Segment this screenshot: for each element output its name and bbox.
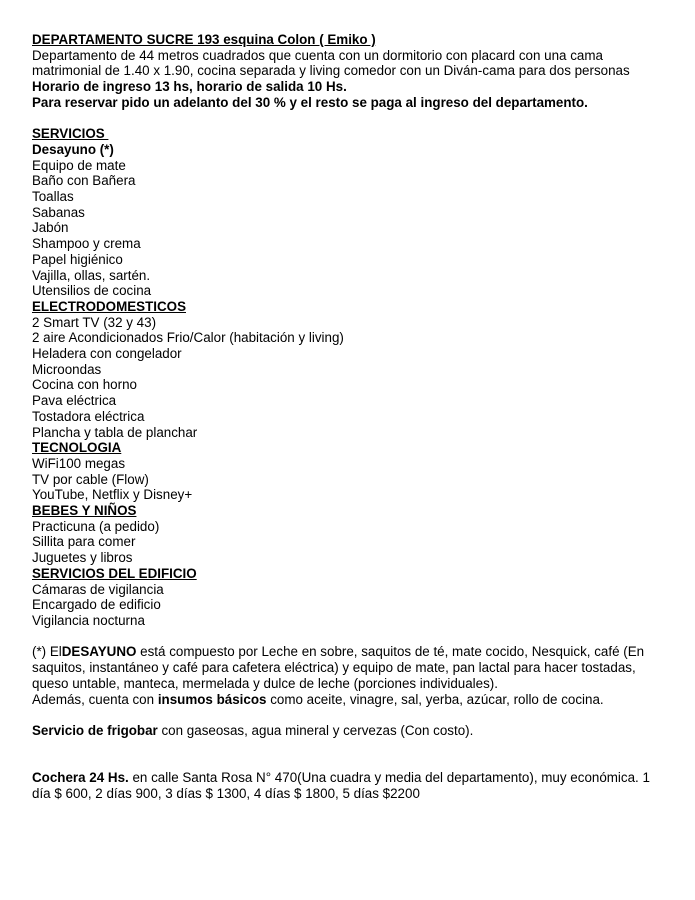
list-item: TV por cable (Flow) [32, 471, 149, 487]
desayuno-note-line-3: queso untable, manteca, mermelada y dulce de leche (porciones individuales). [32, 675, 498, 691]
list-item: 2 aire Acondicionados Frio/Calor (habitación y living) [32, 330, 344, 346]
servicios-list [32, 158, 675, 299]
desayuno-note-line-1 [32, 644, 675, 660]
list-item: Equipo de mate [32, 157, 126, 173]
tecnologia-list [32, 456, 675, 503]
tecnologia-heading: TECNOLOGIA [32, 440, 122, 456]
insumos-prefix: Además, cuenta con [32, 691, 158, 707]
cochera-line-2: día $ 600, 2 días 900, 3 días $ 1300, 4 días $ 1800, 5 días $2200 [32, 785, 420, 801]
list-item: Practicuna (a pedido) [32, 518, 160, 534]
list-item: Sillita para comer [32, 534, 136, 550]
list-item: Microondas [32, 361, 102, 377]
list-item: Pava eléctrica [32, 393, 117, 409]
note-text: está compuesto por Leche en sobre, saquitos de té, mate cocido, Nesquick, café (En [136, 644, 645, 660]
cochera-rest: en calle Santa Rosa N° 470(Una cuadra y media del departamento), muy económica. 1 [128, 769, 650, 785]
list-item: 2 Smart TV (32 y 43) [32, 314, 157, 330]
frigobar-bold: Servicio de frigobar [32, 722, 158, 738]
document-title: DEPARTAMENTO SUCRE 193 esquina Colon ( Emiko ) [32, 32, 376, 47]
insumos-line [32, 692, 675, 708]
list-item: Tostadora eléctrica [32, 408, 145, 424]
description-line-1: Departamento de 44 metros cuadrados que cuenta con un dormitorio con placard con una cama [32, 47, 603, 63]
list-item: Cámaras de vigilancia [32, 581, 164, 597]
list-item: Shampoo y crema [32, 236, 141, 252]
edificio-list [32, 582, 675, 629]
description-line-2: matrimonial de 1.40 x 1.90, cocina separada y living comedor con un Diván-cama para dos personas [32, 63, 630, 79]
bebes-list [32, 519, 675, 566]
list-item: YouTube, Netflix y Disney+ [32, 487, 193, 503]
list-item: Toallas [32, 189, 74, 205]
note-desayuno-bold: DESAYUNO [61, 644, 137, 660]
list-item: WiFi100 megas [32, 455, 126, 471]
list-item: Baño con Bañera [32, 173, 136, 189]
list-item: Plancha y tabla de planchar [32, 424, 198, 440]
list-item: Utensilios de cocina [32, 283, 152, 299]
edificio-heading: SERVICIOS DEL EDIFICIO [32, 565, 197, 581]
schedule-text: Horario de ingreso 13 hs, horario de salida 10 Hs. [32, 79, 347, 95]
insumos-rest: como aceite, vinagre, sal, yerba, azúcar, rollo de cocina. [266, 691, 604, 707]
list-item: Vajilla, ollas, sartén. [32, 267, 151, 283]
list-item: Juguetes y libros [32, 550, 133, 566]
spacer [32, 739, 675, 770]
list-item: Sabanas [32, 204, 85, 220]
reservation-text: Para reservar pido un adelanto del 30 % y el resto se paga al ingreso del departamento. [32, 94, 588, 110]
list-item: Encargado de edificio [32, 597, 161, 613]
electrodomesticos-heading: ELECTRODOMESTICOS [32, 298, 186, 314]
bebes-heading: BEBES Y NIÑOS [32, 503, 137, 519]
spacer [32, 111, 675, 127]
desayuno-label: Desayuno (*) [32, 141, 114, 157]
note-prefix: (*) El [32, 644, 62, 660]
list-item: Cocina con horno [32, 377, 137, 393]
servicios-heading: SERVICIOS [32, 126, 109, 142]
list-item: Vigilancia nocturna [32, 613, 145, 628]
frigobar-rest: con gaseosas, agua mineral y cervezas (Con costo). [157, 722, 474, 738]
list-item: Papel higiénico [32, 251, 123, 267]
desayuno-note-line-2: saquitos, instantáneo y café para cafetera eléctrica) y equipo de mate, pan lactal para hacer tostadas, [32, 660, 636, 676]
electrodomesticos-list [32, 315, 675, 441]
list-item: Jabón [32, 220, 69, 236]
list-item: Heladera con congelador [32, 346, 182, 362]
cochera-bold: Cochera 24 Hs. [32, 769, 129, 785]
frigobar-line [32, 723, 675, 739]
spacer [32, 629, 675, 645]
spacer [32, 707, 675, 723]
cochera-line-1 [32, 770, 675, 786]
insumos-bold: insumos básicos [157, 691, 267, 707]
